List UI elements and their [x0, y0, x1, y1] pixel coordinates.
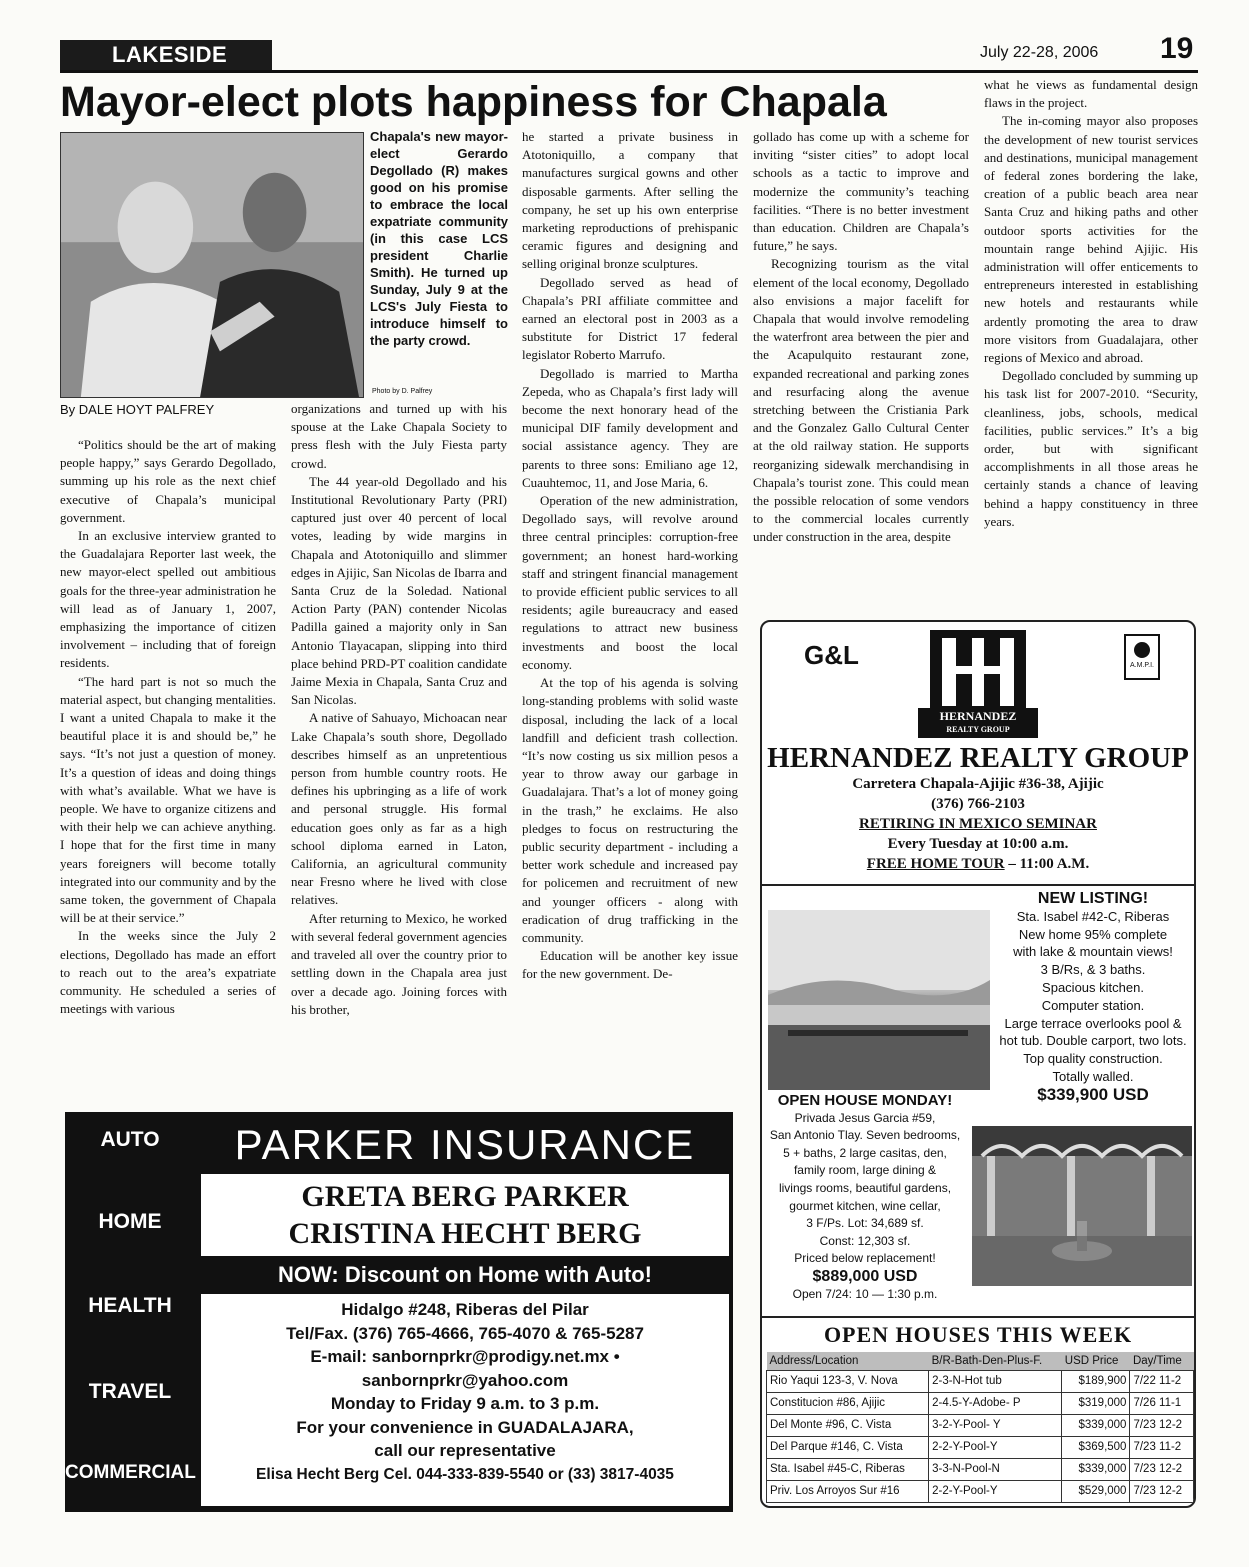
ampi-logo: A.M.P.I. [1124, 634, 1160, 680]
ad-representative: Elisa Hecht Berg Cel. 044-333-839-5540 or (33) 3817-4035 [256, 1465, 674, 1483]
listing-line: family room, large dining & [793, 1163, 937, 1178]
new-listing [990, 890, 1196, 1104]
article-column-2 [291, 400, 507, 1019]
cell-features: 2-2-Y-Pool-Y [929, 1436, 1062, 1458]
paragraph: The 44 year-old Degollado and his Institutional Revolutionary Party (PRI) captured just over 40 percent of local votes, leading by wide margins in Chapala and Atotoniquillo and slimmer edges in Ajijic, San Nicolas de Ibarra and Santa Cruz de la Soledad. National Action Party (PAN) contender Nicolas Padilla gained a majority only in San Antonio Tlayacapan, slipping into third place behind PRD-PT coalition candidate Jaime Mexia in Chapala, Santa Cruz and San Nicolas. [291, 473, 507, 708]
cell-price: $319,000 [1062, 1392, 1130, 1414]
cell-address: Priv. Los Arroyos Sur #16 [767, 1480, 929, 1502]
column-header: USD Price [1062, 1352, 1130, 1370]
ad-email: sanbornprkr@yahoo.com [361, 1370, 569, 1390]
listing-line: San Antonio Tlay. Seven bedrooms, [769, 1128, 961, 1143]
cell-price: $189,900 [1062, 1370, 1130, 1392]
cell-address: Sta. Isabel #45-C, Riberas [767, 1458, 929, 1480]
listing-photo-terrace [768, 910, 990, 1090]
table-row [767, 1370, 1194, 1392]
cell-daytime: 7/23 12-2 [1130, 1414, 1194, 1436]
listing-line: Privada Jesus Garcia #59, [794, 1110, 936, 1125]
cell-daytime: 7/22 11-2 [1130, 1370, 1194, 1392]
cell-daytime: 7/26 11-1 [1130, 1392, 1194, 1414]
home-tour-time: – 11:00 A.M. [1004, 856, 1090, 872]
ad-side-label: COMMERCIAL [65, 1462, 196, 1483]
cell-address: Del Monte #96, C. Vista [767, 1414, 929, 1436]
cell-price: $369,500 [1062, 1436, 1130, 1458]
logo-name-text: HERNANDEZ [939, 709, 1017, 723]
ad-phone: Tel/Fax. (376) 765-4666, 765-4070 & 765-5287 [286, 1323, 644, 1343]
paragraph: The in-coming mayor also proposes the development of new tourist services and destinations, municipal management of federal zones bordering the lake, creation of a public beach area near Santa Cruz and hiking paths and other outdoor sports activities for the mountain range behind Ajijic. His administration will offer enticements to entrepreneurs interested in establishing new hotels and restaurants while ardently promoting the area to draw more visitors from Guadalajara, other regions of Mexico and abroad. [984, 113, 1198, 366]
paragraph: what he views as fundamental design flaws in the project. [984, 77, 1198, 111]
ad-side-label: HOME [98, 1210, 162, 1233]
ad-side-label: HEALTH [88, 1294, 172, 1317]
realty-name: HERNANDEZ REALTY GROUP [767, 742, 1189, 774]
cell-features: 3-3-N-Pool-N [929, 1458, 1062, 1480]
cell-daytime: 7/23 12-2 [1130, 1480, 1194, 1502]
cell-features: 2-3-N-Hot tub [929, 1370, 1062, 1392]
listing-open-time: Open 7/24: 10 — 1:30 p.m. [792, 1286, 938, 1301]
home-tour-label: FREE HOME TOUR [866, 856, 1005, 872]
headline: Mayor-elect plots happiness for Chapala [60, 78, 887, 126]
cell-address: Rio Yaqui 123-3, V. Nova [767, 1370, 929, 1392]
cell-daytime: 7/23 11-2 [1130, 1436, 1194, 1458]
article-column-5 [984, 76, 1198, 531]
hernandez-h-logo [930, 630, 1026, 714]
ad-email: E-mail: sanbornprkr@prodigy.net.mx • [310, 1347, 620, 1366]
ad-title: PARKER INSURANCE [234, 1121, 696, 1168]
ad-hours: Monday to Friday 9 a.m. to 3 p.m. [330, 1394, 600, 1413]
divider [762, 884, 1194, 886]
table-row [767, 1480, 1194, 1502]
gl-logo [804, 640, 859, 680]
ad-gdl-note: For your convenience in GUADALAJARA, [296, 1417, 634, 1437]
paragraph: Degollado concluded by summing up his task list for 2007-2010. “Security, cleanliness, jobs, schools, medical facilities, public services.” It’s a big order, but with significant accomplishments in all those areas he certainly stands a chance of leaving behind a happy constituency in three years. [984, 368, 1198, 529]
photo-credit: Photo by D. Palfrey [372, 388, 433, 395]
listing-line: 3 B/Rs, & 3 baths. [1040, 962, 1146, 978]
header-rule [60, 70, 1198, 73]
listing-line: Large terrace overlooks pool & [1004, 1015, 1182, 1031]
cell-price: $339,000 [1062, 1414, 1130, 1436]
listing-line: livings rooms, beautiful gardens, [778, 1180, 952, 1195]
listing-photo-courtyard [972, 1126, 1192, 1286]
paragraph: “The hard part is not so much the material aspect, but changing mentalities. I want a united Chapala to make it the beautiful place it is and should be,” he says. “It’s not just a question of money. It’s a question of ideas and doing things with what’s available. What we have is people. We have to organize citizens and with their help we can achieve anything. I hope that for the first time in many years foreigners will become totally integrated into our community and by the same token, the government of Chapala will be at their service.” [60, 673, 276, 926]
paragraph: After returning to Mexico, he worked with several federal government agencies and traveled all over the country prior to settling down in the Chapala area just over a decade ago. Joining forces with his brother, [291, 910, 507, 1017]
ad-side-label: AUTO [100, 1128, 160, 1151]
listing-line: Const: 12,303 sf. [819, 1233, 911, 1248]
paragraph: Operation of the new administration, Degollado says, will revolve around three central principles: corruption-free government; an honest hard-working staff and stringent financial management to provide efficient public services to all residents; agile bureaucracy and eased regulations to attract new business investments and boost the local economy. [522, 493, 738, 672]
seminar-time: Every Tuesday at 10:00 a.m. [887, 836, 1069, 852]
column-header: Day/Time [1130, 1352, 1194, 1370]
paragraph: At the top of his agenda is solving long-standing problems with solid waste disposal, including the lack of a local landfill and deficient trash collection. “It’s now costing us six million pesos a year to throw away our garbage in Guadalajara. That’s a lot of money going in the trash,” he exclaims. He also pledges to focus on restructuring the public security department - including a better work schedule and increased pay for policemen and recruitment of new and younger officers - along with eradication of drug trafficking in the community. [522, 675, 738, 945]
listing-line: Priced below replacement! [794, 1251, 936, 1266]
listing-line: Sta. Isabel #42-C, Riberas [1016, 908, 1170, 924]
ad-address: Hidalgo #248, Riberas del Pilar [341, 1300, 589, 1319]
listing-line: Top quality construction. [1023, 1051, 1163, 1067]
listing-price: $889,000 USD [812, 1267, 918, 1285]
paragraph: Degollado is married to Martha Zepeda, who as Chapala’s first lady will become the next honorary head of the municipal DIF family development and social assistance agency. They are parents to three sons: Emiliano age 12, Cuauhtemoc, 11, and Jose Maria, 6. [522, 365, 738, 490]
open-houses-title: OPEN HOUSES THIS WEEK [762, 1316, 1194, 1350]
paragraph: Degollado served as head of Chapala’s PRI affiliate committee and earned an electoral post in 2003 as a substitute for District 17 federal legislator Roberto Marrufo. [522, 274, 738, 363]
cell-price: $529,000 [1062, 1480, 1130, 1502]
cell-daytime: 7/23 12-2 [1130, 1458, 1194, 1480]
article-column-4 [753, 128, 969, 547]
listing-heading: OPEN HOUSE MONDAY! [777, 1092, 953, 1109]
seminar-title: RETIRING IN MEXICO SEMINAR [859, 816, 1097, 832]
parker-insurance-ad [65, 1112, 733, 1512]
article-column-1 [60, 436, 276, 1019]
listing-heading: NEW LISTING! [1037, 890, 1149, 907]
ad-gdl-note: call our representative [374, 1441, 556, 1460]
open-house-listing [762, 1092, 968, 1303]
terrace-view-image [768, 910, 990, 1090]
cell-features: 2-4.5-Y-Adobe- P [929, 1392, 1062, 1414]
paragraph: “Politics should be the art of making people happy,” says Gerardo Degollado, summing up his role as the next chief executive of Chapala’s municipal government. [60, 437, 276, 525]
open-houses-table [766, 1352, 1194, 1503]
listing-price: $339,900 USD [1037, 1084, 1149, 1104]
listing-line: New home 95% complete [1018, 926, 1168, 942]
table-row [767, 1414, 1194, 1436]
listing-line: Computer station. [1041, 997, 1145, 1013]
listing-line: 3 F/Ps. Lot: 34,689 sf. [806, 1216, 924, 1231]
paragraph: In an exclusive interview granted to the Guadalajara Reporter last week, the new mayor-elect spelled out ambitious goals for the three-year administration he will lead as of January 1, 2007, emphasizing the importance of citizen involvement – including that of foreign residents. [60, 528, 276, 671]
realty-details [762, 774, 1194, 874]
agent-name: CRISTINA HECHT BERG [288, 1217, 642, 1250]
agent-name: GRETA BERG PARKER [301, 1180, 629, 1213]
gl-logo-text: G&L [804, 640, 859, 670]
paragraph: Education will be another key issue for the new government. De- [522, 948, 738, 982]
home-tour [762, 854, 1194, 874]
paragraph: gollado has come up with a scheme for inviting “sister cities” to adopt local schools as a tactic to improve and modernize the community’s teaching facilities. “There is no better investment than education. Children are Chapala’s future,” he says. [753, 129, 969, 254]
listing-line: hot tub. Double carport, two lots. [999, 1033, 1187, 1049]
paragraph: In the weeks since the July 2 elections, Degollado has made an effort to reach out to the area’s expatriate community. He scheduled a series of meetings with various [60, 928, 276, 1017]
cell-address: Constitucion #86, Ajijic [767, 1392, 929, 1414]
cell-price: $339,000 [1062, 1458, 1130, 1480]
listing-line: gourmet kitchen, wine cellar, [789, 1198, 941, 1213]
cell-features: 2-2-Y-Pool-Y [929, 1480, 1062, 1502]
paragraph: A native of Sahuayo, Michoacan near Lake Chapala’s south shore, Degollado describes himself as an unpretentious person from humble country roots. He defines his upbringing as a life of work and personal struggle. His formal education goes only as far as a high school diploma earned in Laton, California, an agricultural community near Fresno where he lived with close relatives. [291, 710, 507, 908]
photo-two-men-embracing [61, 133, 363, 397]
courtyard-image [972, 1126, 1192, 1286]
ad-contact-info [201, 1294, 729, 1506]
photo-caption: Chapala's new mayor-elect Gerardo Degollado (R) makes good on his promise to embrace the local expatriate community (in this case LCS president Charlie Smith). He turned up Sunday, July 9 at the LCS's July Fiesta to introduce himself to the party crowd. [370, 129, 508, 348]
issue-date: July 22-28, 2006 [980, 44, 1099, 61]
realty-phone: (376) 766-2103 [931, 796, 1025, 812]
ad-side-label: TRAVEL [88, 1380, 172, 1403]
section-tag: LAKESIDE [60, 40, 272, 70]
listing-line: with lake & mountain views! [1013, 944, 1173, 960]
column-header: B/R-Bath-Den-Plus-F. [929, 1352, 1062, 1370]
listing-line: Spacious kitchen. [1042, 979, 1144, 995]
column-header: Address/Location [767, 1352, 929, 1370]
byline: By DALE HOYT PALFREY [60, 402, 215, 417]
table-row [767, 1392, 1194, 1414]
hernandez-realty-ad [760, 620, 1196, 1508]
realty-address: Carretera Chapala-Ajijic #36-38, Ajijic [852, 776, 1104, 792]
page-number: 19 [1160, 32, 1194, 65]
listing-line: 5 + baths, 2 large casitas, den, [783, 1145, 947, 1160]
cell-address: Del Parque #146, C. Vista [767, 1436, 929, 1458]
table-row [767, 1436, 1194, 1458]
cell-features: 3-2-Y-Pool- Y [929, 1414, 1062, 1436]
table-row [767, 1458, 1194, 1480]
article-photo [60, 132, 364, 398]
listing-line: Totally walled. [1052, 1068, 1134, 1084]
paragraph: Recognizing tourism as the vital element of the local economy, Degollado also envisions a major facelift for Chapala that would involve remodeling the waterfront area between the pier and the Acapulquito restaurant zone, expanded recreational and parking zones and resurfacing along the avenue stretching between the Cristiania Park and the Gonzalez Gallo Cultural Center at the old railway station. He supports reorganizing sidewalk merchandising in Chapala’s tourist zone. This could mean the possible relocation of some vendors to the commercial locales currently under construction in the area, despite [753, 256, 969, 545]
paragraph: he started a private business in Atotoniquillo, a company that manufactures surgical gowns and other disposable garments. After selling the company, he set up his own enterprise marketing reproductions of prehispanic ceramic figures and designing and selling original bronze sculptures. [522, 129, 738, 272]
logo-sub-text: REALTY GROUP [946, 725, 1010, 734]
hernandez-logo-name [918, 708, 1038, 738]
table-header-row [767, 1352, 1194, 1370]
ad-agent-names [201, 1174, 729, 1256]
article-column-3 [522, 128, 738, 984]
paragraph: organizations and turned up with his spouse at the Lake Chapala Society to press flesh with the July Fiesta party crowd. [291, 401, 507, 471]
ad-discount: NOW: Discount on Home with Auto! [278, 1262, 652, 1287]
